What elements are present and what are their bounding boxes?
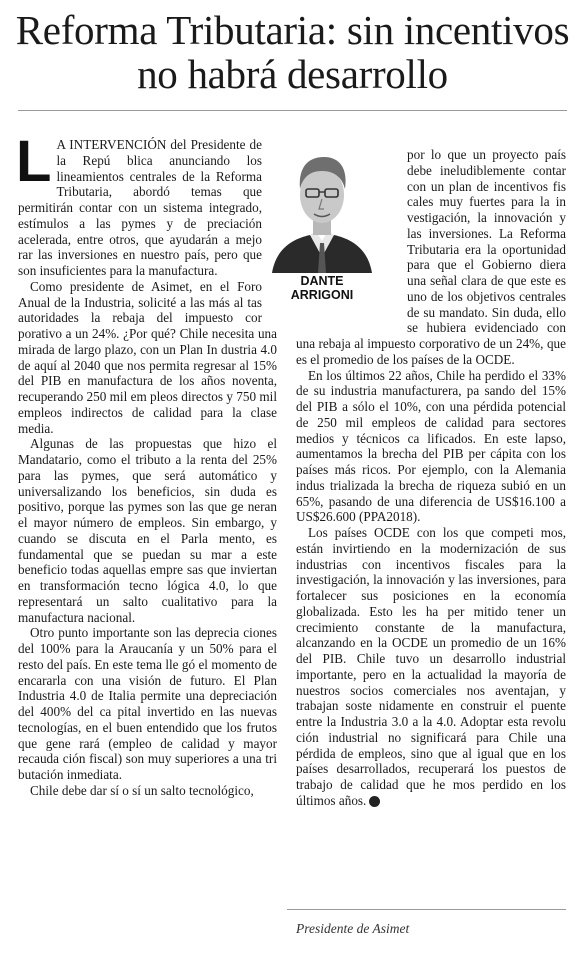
article-paragraph: A INTERVENCIÓN del Presidente de la Repú blica anunciando los lineamientos centrales de la Reforma Tributaria, abordó temas que permitirán contar con un sistema integrado, estímulos a las pymes y de preciación acelerada, entre otros, que ayudarán a mejo rar las inversiones en nuestro país, pero que son insuficientes para la manufactura. xyxy=(18,137,262,278)
article-headline: Reforma Tributaria: sin incentivos no habrá desarrollo xyxy=(15,7,570,97)
article-paragraph: En los últimos 22 años, Chile ha perdido el 33% de su industria manufacturera, pa sando del 15% del PIB a sólo el 10%, con una pérdida potencial de 250 mil empleos de calidad para sectores medios y técnicos ca lificados. En este lapso, aumentamos la brecha del PIB per cápita con los países más ricos. Por ejemplo, con la Alemania indus trializada la brecha de riqueza subió en un 65%, pasando de una diferencia de US$16.100 a US$26.600 (PPA2018). xyxy=(296,367,566,525)
article-column-left xyxy=(16,129,354,949)
article-column-right xyxy=(296,147,566,907)
end-mark-icon: P xyxy=(369,796,380,807)
author-last-name: ARRIGONI xyxy=(290,287,354,302)
article-paragraph: Chile debe dar sí o sí un salto tecnológico, xyxy=(30,782,254,798)
portrait-space xyxy=(280,147,403,327)
article-paragraph: Como presidente de Asimet, en el Foro Anual de la Industria, solicité a las más al tas autoridades la rebaja del impuesto cor porativo a un 24%. ¿Por qué? Chile necesita una mirada de largo plazo, con un Plan In dustria 4.0 de aquí al 2040 que nos permita regresar al 15% del PIB en manufactura de los años noventa, recuperando 250 mil em pleos directos y 750 mil empleos indirectos de calidad para la clase media. xyxy=(18,278,277,436)
author-first-name: DANTE xyxy=(300,274,344,288)
article-paragraph: Algunas de las propuestas que hizo el Mandatario, como el tributo a la renta del 25% para las pymes, que será automático y universalizando los beneficios, sin duda es positivo, porque las pymes son las que ge neran el mayor número de empleos. Sin embargo, y cuando se discuta en el Parla mento, es fundamental que se puedan su mar a este beneficio todas aquellas empre sas que inviertan en transformación tecno lógica 4.0, lo que representará un salto cualitativo para la manufactura nacional. xyxy=(18,436,277,625)
article-paragraph: por lo que un proyecto país debe ineludiblemente contar con un plan de incentivos fis cales muy fuertes para la in vestigación, la innovación y las inversiones. La Reforma Tributaria era la oportunidad para que el Gobierno diera una señal clara de que este es uno de los objetivos centrales de su mandato. Sin duda, ello se hubiera evidenciado con una rebaja al impuesto corporativo de un 24%, que es el promedio de los países de la OCDE. xyxy=(296,147,566,367)
drop-cap: L xyxy=(16,129,52,194)
article-paragraph xyxy=(296,525,566,809)
article-paragraph-text: Los países OCDE con los que competi mos, están invirtiendo en la modernización de sus industrias con incentivos fiscales para la investigación, la innovación y las inversiones, para fortalecer sus posiciones en la economía globalizada. Esto les ha per mitido tener un crecimiento constante de la manufactura, alcanzando en la OCDE un promedio de un 16% del PIB. Chile tuvo un desarrollo industrial importante, pero en la actualidad la mayoría de nuestros socios comerciales nos aventajan, y trabajan soste nidamente en construir el puente entre la Industria 3.0 a la 4.0. Adoptar esta revolu ción industrial no significará para Chile una pérdida de empleos, sino que al igual que en los países desarrollados, recuperará los puestos de trabajo de calidad que he mos perdido en los últimos años. xyxy=(296,525,566,808)
headline-divider xyxy=(18,110,567,111)
article-paragraph: Otro punto importante son las deprecia ciones del 100% para la Araucanía y un 50% para el resto del país. En este tema lle gó el momento de encararla con una visión de futuro. El Plan Industria 4.0 de Italia permite una depreciación del 400% del ca pital invertido en las nuevas tecnologías, en el buen entendido que los frutos que gene rará (empleo de calidad y mayor recauda ción fiscal) son muy superiores a una tri butación inmediata. xyxy=(18,625,277,782)
author-byline: Presidente de Asimet xyxy=(296,921,410,936)
byline-divider xyxy=(287,909,566,910)
